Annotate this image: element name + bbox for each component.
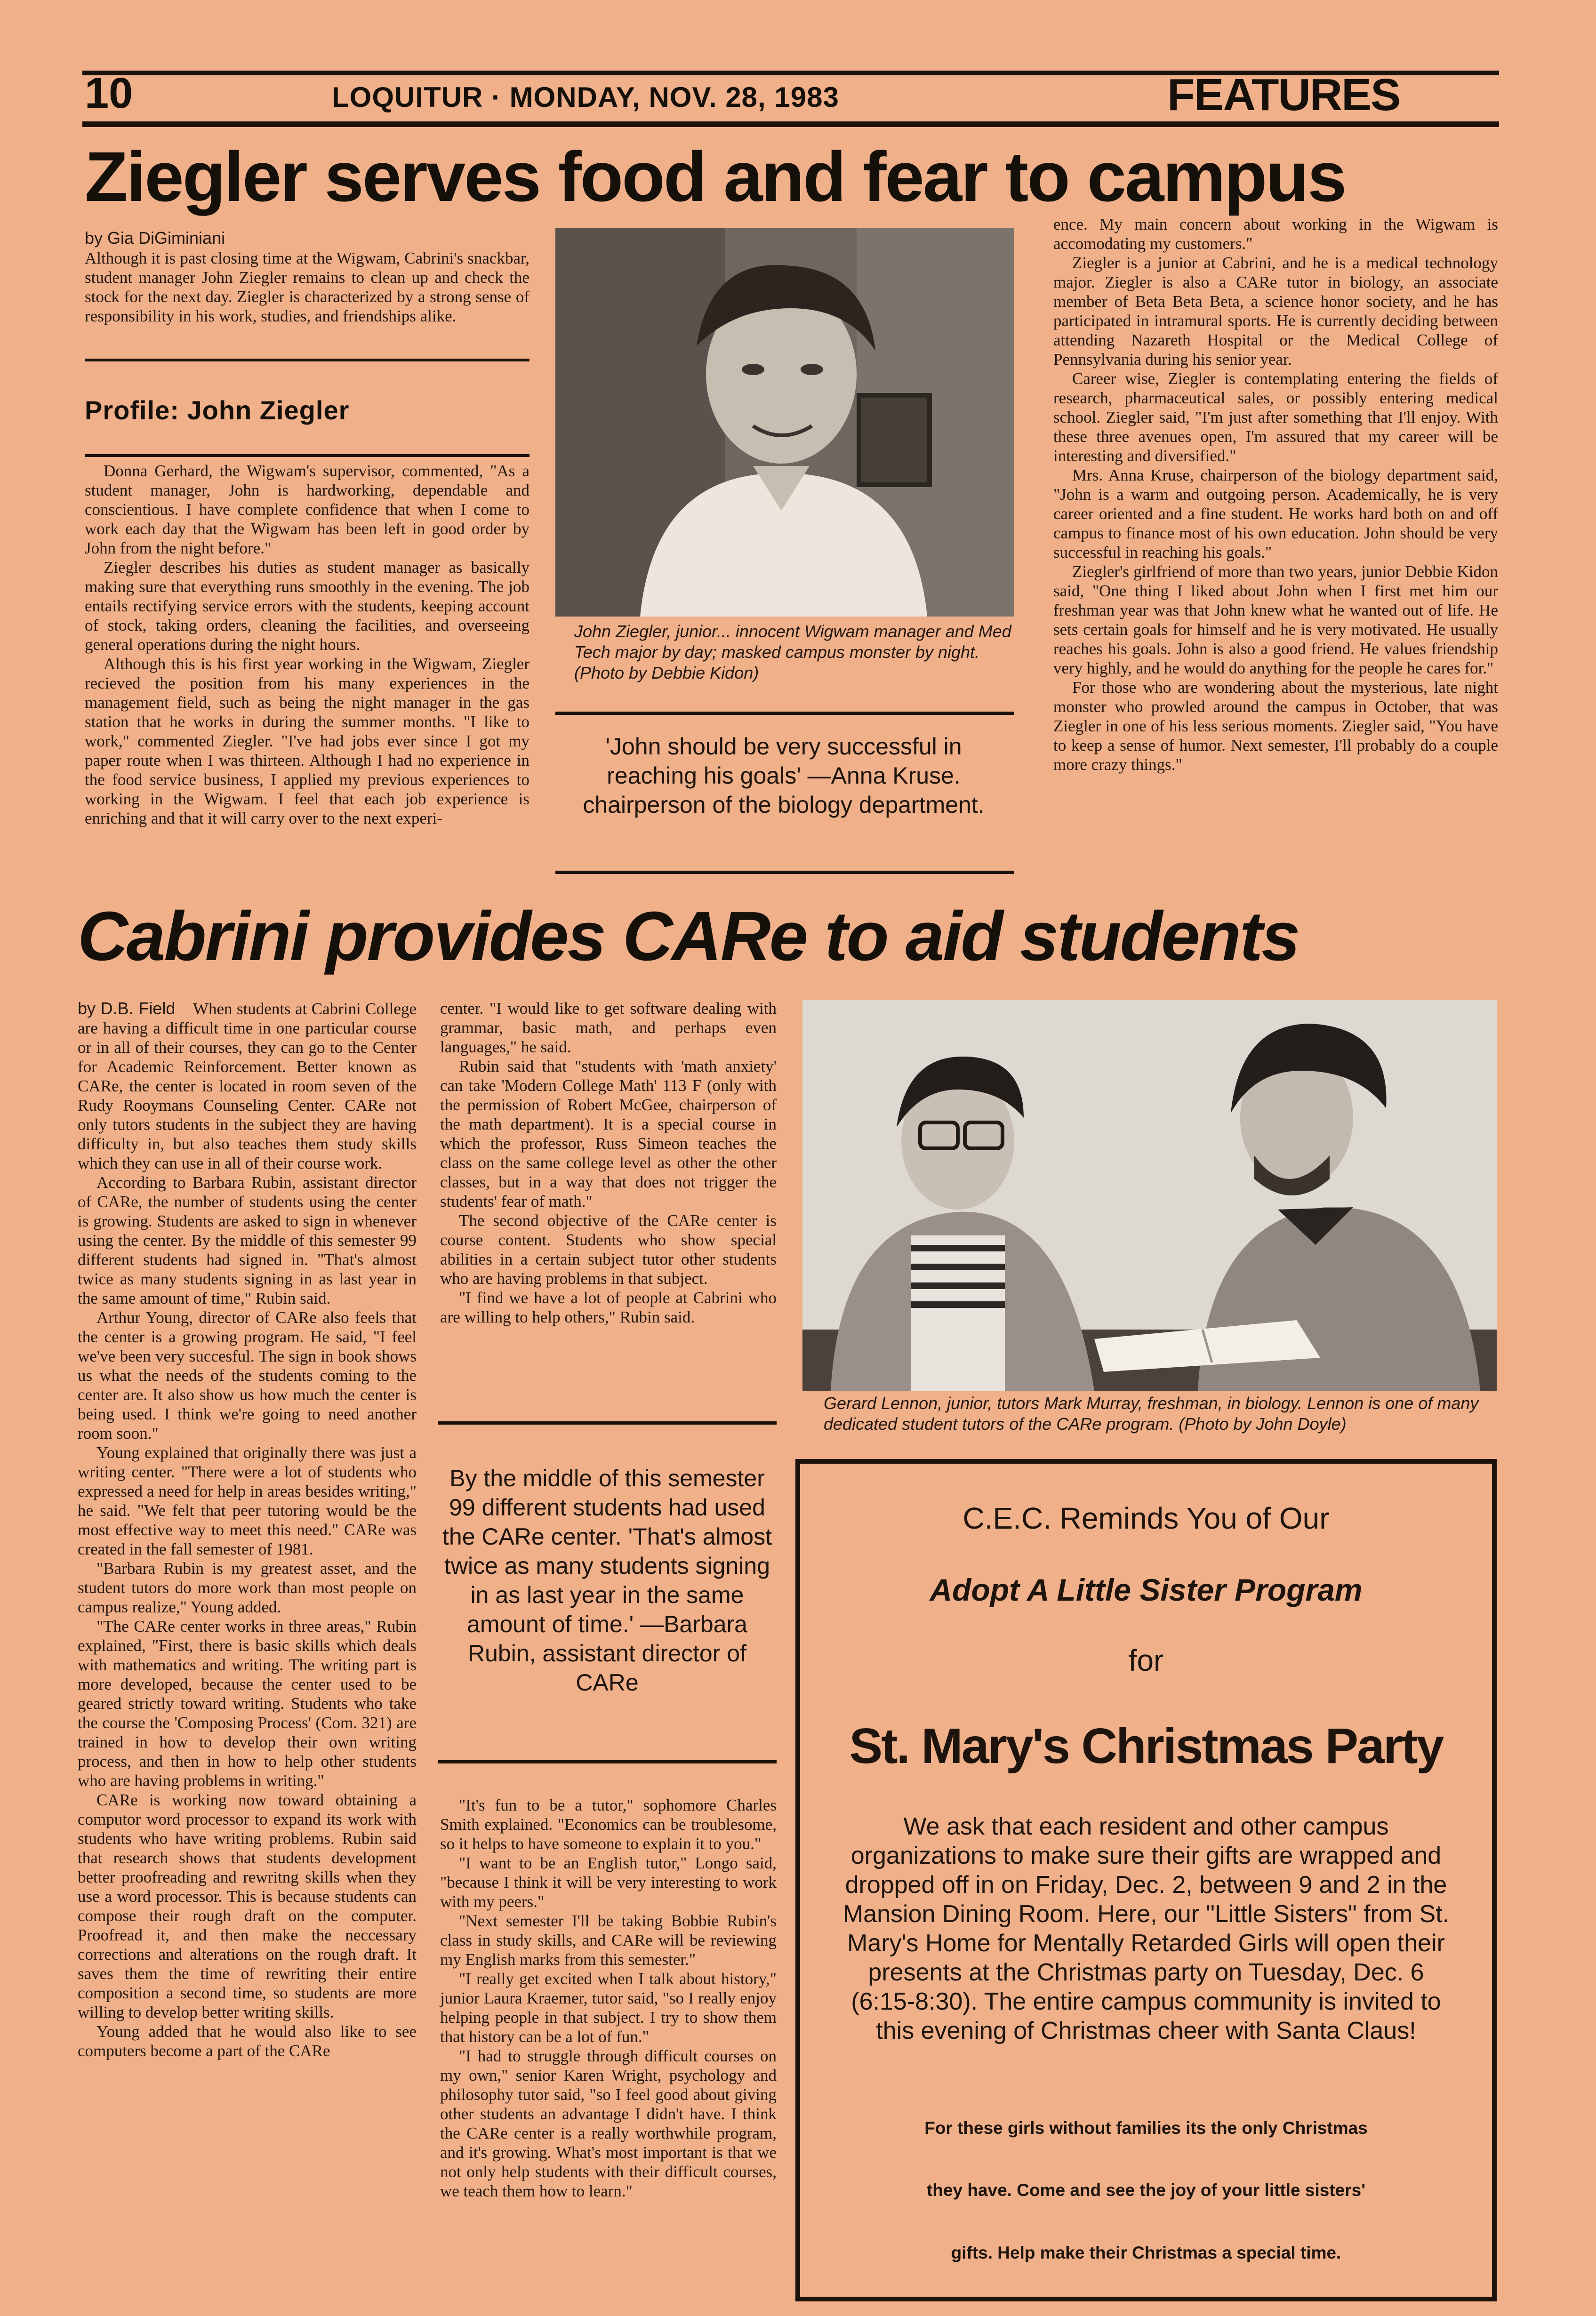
story1-paragraph: Although this is his first year working in the Wigwam, Ziegler recieved the position from his many experiences in the management field, such as being the night manager in the gas station that he works in during the summer months. "I like to work," commented Ziegler. "I've had jobs ever since I got my paper route when I was thirteen. Although I had no experience in the food service business, I applied my previous experiences to working in the Wigwam. I feel that each job experience is enriching and that it will carry over to the next experi- [85,655,529,827]
story2-paragraph: "I really get excited when I talk about history," junior Laura Kraemer, tutor said, "so I really enjoy helping people in that subject. I try to show them that history can be a lot of fun." [440,1970,777,2046]
story2-column-2-top [440,999,777,1327]
story2-pull-quote: By the middle of this semester 99 different students had used the CARe center. 'That's almost twice as many students signing in as last year in the same amount of time.' —Barbara Rubin, assistant director of CARe [442,1465,772,1696]
story2-paragraph: "I had to struggle through difficult courses on my own," senior Karen Wright, psychology and philosophy tutor said, "so I feel good about giving other students an advantage I didn't have. I think the CARe center is a really worthwhile program, and it's growing. What's most important is that we not only help students with their difficult courses, we teach them how to learn." [440,2047,777,2200]
ad-line-1: C.E.C. Reminds You of Our [962,1501,1330,1535]
tutoring-photo-illustration [802,1000,1497,1391]
tutoring-photo-caption: Gerard Lennon, junior, tutors Mark Murray, freshman, in biology. Lennon is one of many dedicated student tutors of the CARe program. (Photo by John Doyle) [824,1394,1479,1434]
story1-lede-text: Although it is past closing time at the Wigwam, Cabrini's snackbar, student manager John Ziegler remains to clean up and check the stock for the next day. Ziegler is characterized by a strong sense of responsibility in his work, studies, and friendships alike. [85,249,529,325]
story1-paragraph: Ziegler describes his duties as student manager as basically making sure that everything runs smoothly in the evening. The job entails rectifying service errors with the students, keeping account of stock, taking orders, cleaning the facilities, and overseeing general operations during the night hours. [85,558,529,654]
story1-pull-quote: 'John should be very successful in reaching his goals' —Anna Kruse. chairperson of the biology department. [583,733,985,818]
story2-byline: by D.B. Field [78,999,176,1018]
tutoring-photo [802,1000,1497,1391]
story1-column-3 [1053,215,1498,774]
story1-lede [85,248,529,326]
story2-headline: Cabrini provides CARe to aid students [78,898,1299,975]
story1-kicker-rule-bottom [85,454,529,457]
story1-paragraph: Career wise, Ziegler is contemplating entering the fields of research, pharmaceutical sales, or possibly entering medical school. Ziegler said, "I'm just after something that I'll enjoy. With these three avenues open, I'm assured that my career will be interesting and diversified." [1053,369,1498,465]
story1-headline: Ziegler serves food and fear to campus [85,137,1346,216]
story2-paragraph: According to Barbara Rubin, assistant director of CARe, the number of students using the center is growing. Students are asked to sign in whenever using the center. By the middle of this semester 99 different students had signed in. "That's almost twice as many students signing in as last year in the same amount of time," Rubin said. [78,1173,417,1307]
story2-pull-rule-bottom [438,1760,777,1763]
story1-paragraph: For those who are wondering about the mysterious, late night monster who prowled around the campus in October, that was Ziegler in one of his less serious moments. Ziegler said, "You have to keep a sense of humor. Next semester, I'll probably do a couple more crazy things." [1053,678,1498,774]
story2-paragraph: When students at Cabrini College are having a difficult time in one particular course or in all of their courses, they can go to the Center for Academic Reinforcement. Better known as CARe, the center is located in room seven of the Rudy Rooymans Counseling Center. CARe not only tutors students in the subject they are having difficulty in, but also teaches them study skills which they can use in all of their course work. [78,1000,417,1172]
story2-paragraph: Young explained that originally there was just a writing center. "There were a lot of students who expressed a need for help in areas besides writing," he said. "We felt that peer tutoring would be the most effective way to meet this need." CARe was created in the fall semester of 1981. [78,1443,417,1558]
story2-column-2-bottom [440,1795,777,2201]
ad-footer-3: gifts. Help make their Christmas a special time. [951,2243,1341,2262]
story1-column-1 [85,461,529,828]
masthead-bottom-rule [82,121,1499,127]
ziegler-photo-illustration [555,228,1014,617]
story2-paragraph: Arthur Young, director of CARe also feels that the center is a growing program. He said, "I feel we've been very succesful. The sign in book shows us what the needs of the students coming to the center are. It also show us how much the center is being used. I think we're going to need another room soon." [78,1308,417,1442]
ziegler-photo [555,228,1014,617]
story2-paragraph: "I want to be an English tutor," Longo said, "because I think it will be very interesting to work with my peers." [440,1854,777,1911]
story1-paragraph: Donna Gerhard, the Wigwam's supervisor, commented, "As a student manager, John is hardworking, dependable and conscientious. I have complete confidence that when I come to work each day that the Wigwam has been left in good order by John from the night before." [85,462,529,557]
story2-column-1 [78,999,417,2060]
story1-paragraph: Mrs. Anna Kruse, chairperson of the biology department said, "John is a warm and outgoing person. Academically, he is very career oriented and a fine student. He works hard both on and off campus to finance most of his own education. John should be very successful in reaching his goals." [1053,466,1498,561]
story2-paragraph: The second objective of the CARe center is course content. Students who show special abilities in a certain subject tutor other students who are having problems in that subject. [440,1211,777,1288]
story2-paragraph: "Barbara Rubin is my greatest asset, and the student tutors do more work than most people on campus realize," Young added. [78,1559,417,1616]
story2-paragraph: "The CARe center works in three areas," Rubin explained, "First, there is basic skills which deals with mathematics and writing. The writing part is more developed, because the center used to be geared strictly toward writing. Students who take the course the 'Composing Process' (Com. 321) are trained in how to develop their own writing process, and then in how to help other students who are having problems in writing." [78,1617,417,1790]
story2-paragraph: Young added that he would also like to see computers become a part of the CARe [78,2022,417,2060]
ad-footer-2: they have. Come and see the joy of your little sisters' [926,2180,1366,2200]
ad-body: We ask that each resident and other campus organizations to make sure their gifts are wrapped and dropped off in on Friday, Dec. 2, between 9 and 2 in the Mansion Dining Room. Here, our "Little Sisters" from St. Mary's Home for Mentally Retarded Girls will open their presents at the Christmas party on Tuesday, Dec. 6 (6:15-8:30). The entire campus community is invited to this evening of Christmas cheer with Santa Claus! [842,1813,1450,2044]
story1-pull-rule-top [555,712,1014,715]
story2-paragraph: "Next semester I'll be taking Bobbie Rubin's class in study skills, and CARe will be reviewing my English marks from this semester." [440,1912,777,1969]
ziegler-photo-caption: John Ziegler, junior... innocent Wigwam manager and Med Tech major by day; masked campus monster by night. (Photo by Debbie Kidon) [574,622,1011,682]
story1-kicker: Profile: John Ziegler [85,395,350,425]
page-number: 10 [85,69,133,117]
story1-paragraph: ence. My main concern about working in the Wigwam is accomodating my customers." [1053,215,1498,253]
story1-byline: by Gia DiGiminiani [85,228,225,248]
ad-line-3: for [1128,1643,1164,1677]
section-label: FEATURES [1167,70,1400,120]
story2-paragraph: Rubin said that "students with 'math anxiety' can take 'Modern College Math' 113 F (only with the permission of Robert McGee, chairperson of the math department). It is a special course in which the professor, Russ Simeon teaches the class on the same college level as other the other classes, but in a way that does not trigger the students' fear of math." [440,1057,777,1210]
ad-line-4: St. Mary's Christmas Party [849,1718,1443,1774]
ad-footer-1: For these girls without families its the only Christmas [924,2118,1368,2138]
story2-paragraph: "I find we have a lot of people at Cabrini who are willing to help others," Rubin said. [440,1289,777,1326]
story2-first-paragraph [78,999,417,1173]
story2-paragraph: CARe is working now toward obtaining a computor word processor to expand its work with students who have writing problems. Rubin said that research shows that students development better proofreading and rewritng skills when they use a word processor. This is because students can compose their rough draft on the computer. Proofread it, and then make the neccessary corrections and alterations on the rough draft. It saves them the time of rewriting their entire composition a second time, so students are more willing to develop better writing skills. [78,1791,417,2021]
story1-pull-rule-bottom [555,871,1014,874]
story2-paragraph: center. "I would like to get software dealing with grammar, basic math, and perhaps even languages," he said. [440,999,777,1056]
story1-kicker-rule-top [85,359,529,361]
story1-paragraph: Ziegler's girlfriend of more than two years, junior Debbie Kidon said, "One thing I liked about John when I first met him our freshman year was that John knew what he wanted out of life. He sets certain goals for himself and he is very motivated. He usually reaches his goals. John is also a good friend. He values friendship very highly, and he would do anything for the people he cares for." [1053,562,1498,677]
masthead-dateline: LOQUITUR · MONDAY, NOV. 28, 1983 [332,81,839,113]
story1-paragraph: Ziegler is a junior at Cabrini, and he is a medical technology major. Ziegler is also a CARe tutor in biology, an associate member of Beta Beta Beta, a science honor society, and he has participated in intramural sports. He is currently deciding between attending Nazareth Hospital or the Medical College of Pennsylvania during his senior year. [1053,254,1498,369]
story2-paragraph: "It's fun to be a tutor," sophomore Charles Smith explained. "Economics can be troublesome, so it helps to have someone to explain it to you." [440,1796,777,1853]
ad-line-2: Adopt A Little Sister Program [930,1572,1363,1607]
cec-ad [795,1459,1497,2301]
story2-pull-rule-top [438,1421,777,1425]
